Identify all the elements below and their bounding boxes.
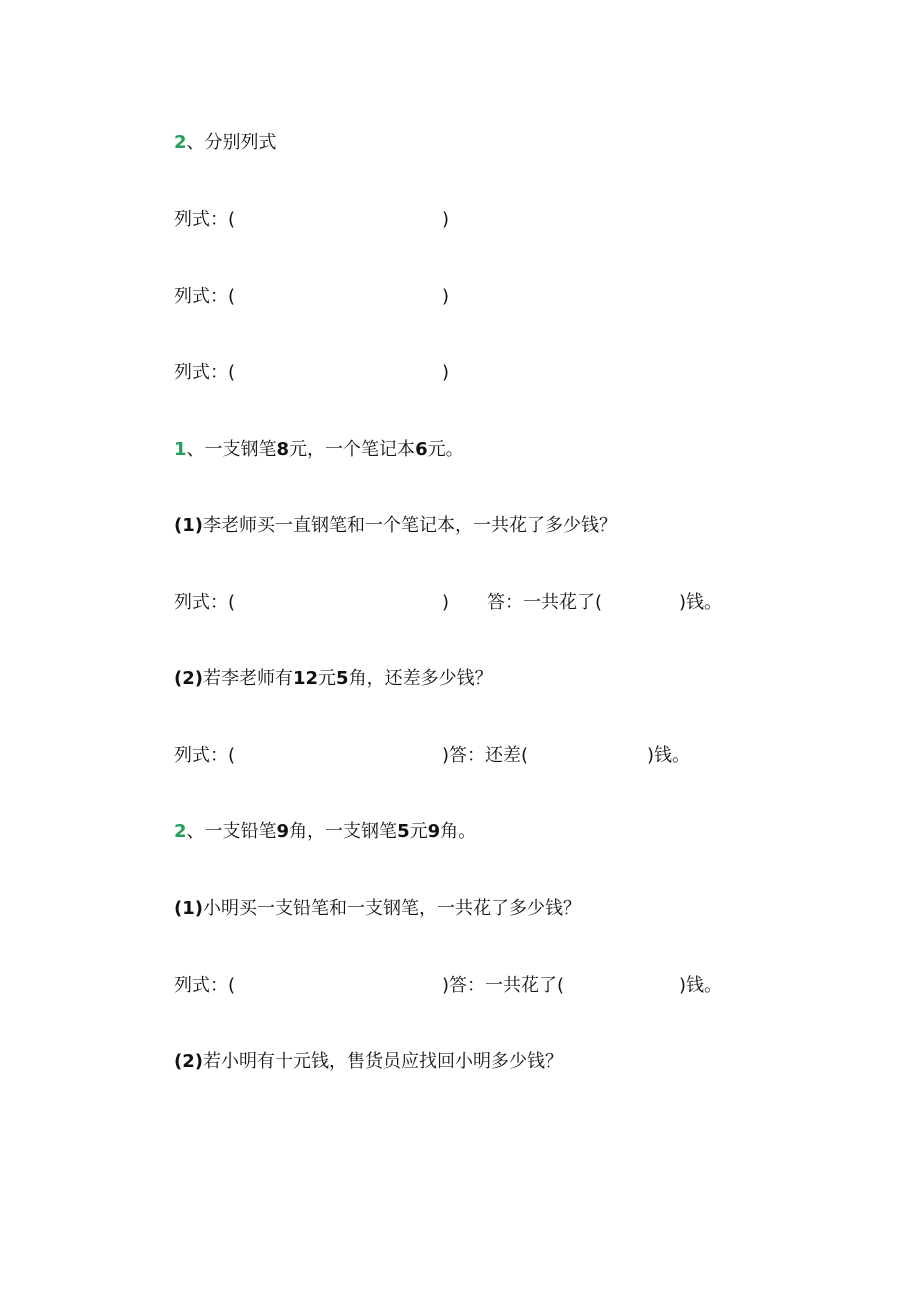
question-2 — [174, 817, 476, 847]
answer-suffix: )钱。 — [679, 975, 723, 996]
price-value: 9 — [276, 821, 290, 842]
sub-question-text: 李老师买一直钢笔和一个笔记本，一共花了多少钱？ — [202, 515, 617, 536]
question-text: 角，一支钢笔 — [289, 821, 398, 842]
formula-label: 列式：( — [174, 209, 236, 230]
formula-label: 列式：( — [174, 362, 236, 383]
answer-suffix: )钱。 — [679, 592, 723, 613]
price-value: 5 — [397, 821, 410, 842]
formula-label: 列式：( — [174, 975, 236, 996]
section-2-heading — [174, 128, 277, 158]
question-1-sub-1 — [174, 511, 617, 541]
question-text: 、一支钢笔 — [186, 439, 277, 460]
question-number: 2 — [174, 821, 187, 842]
formula-close-paren: ) — [442, 286, 450, 307]
formula-row-2 — [174, 282, 474, 312]
question-number: 1 — [174, 439, 187, 460]
question-2-answer-row-1 — [174, 971, 734, 1001]
price-value: 6 — [415, 439, 428, 460]
formula-row-1 — [174, 205, 474, 235]
question-text: 角。 — [440, 821, 477, 842]
sub-question-text: 若小明有十元钱，售货员应找回小明多少钱？ — [202, 1051, 563, 1072]
section-number: 2 — [174, 132, 187, 153]
question-2-sub-2 — [174, 1047, 563, 1077]
question-1 — [174, 435, 464, 465]
price-value: 9 — [427, 821, 441, 842]
section-title: 、分别列式 — [186, 132, 277, 153]
formula-label: 列式：( — [174, 592, 236, 613]
answer-prefix: )答：还差( — [442, 745, 529, 766]
formula-label: 列式：( — [174, 745, 236, 766]
price-value: 5 — [336, 668, 349, 689]
sub-question-text: 角，还差多少钱？ — [348, 668, 493, 689]
question-1-sub-2 — [174, 664, 493, 694]
question-1-answer-row-2 — [174, 741, 734, 771]
sub-question-text: 若李老师有 — [202, 668, 293, 689]
sub-question-label: (1) — [174, 898, 203, 919]
question-text: 元。 — [427, 439, 464, 460]
question-2-sub-1 — [174, 894, 581, 924]
formula-row-3 — [174, 358, 474, 388]
formula-close-paren: ) — [442, 209, 450, 230]
answer-prefix: 答：一共花了( — [487, 592, 603, 613]
price-value: 8 — [276, 439, 290, 460]
sub-question-label: (1) — [174, 515, 203, 536]
sub-question-label: (2) — [174, 1051, 203, 1072]
sub-question-label: (2) — [174, 668, 203, 689]
formula-label: 列式：( — [174, 286, 236, 307]
sub-question-text: 小明买一支铅笔和一支钢笔，一共花了多少钱？ — [202, 898, 581, 919]
price-value: 12 — [292, 668, 319, 689]
question-text: 、一支铅笔 — [186, 821, 277, 842]
question-text: 元，一个笔记本 — [289, 439, 416, 460]
sub-question-text: 元 — [318, 668, 337, 689]
question-1-answer-row-1 — [174, 588, 734, 618]
formula-close-paren: ) — [442, 362, 450, 383]
formula-close-paren: ) — [442, 592, 450, 613]
question-text: 元 — [409, 821, 428, 842]
answer-prefix: )答：一共花了( — [442, 975, 565, 996]
answer-suffix: )钱。 — [647, 745, 691, 766]
